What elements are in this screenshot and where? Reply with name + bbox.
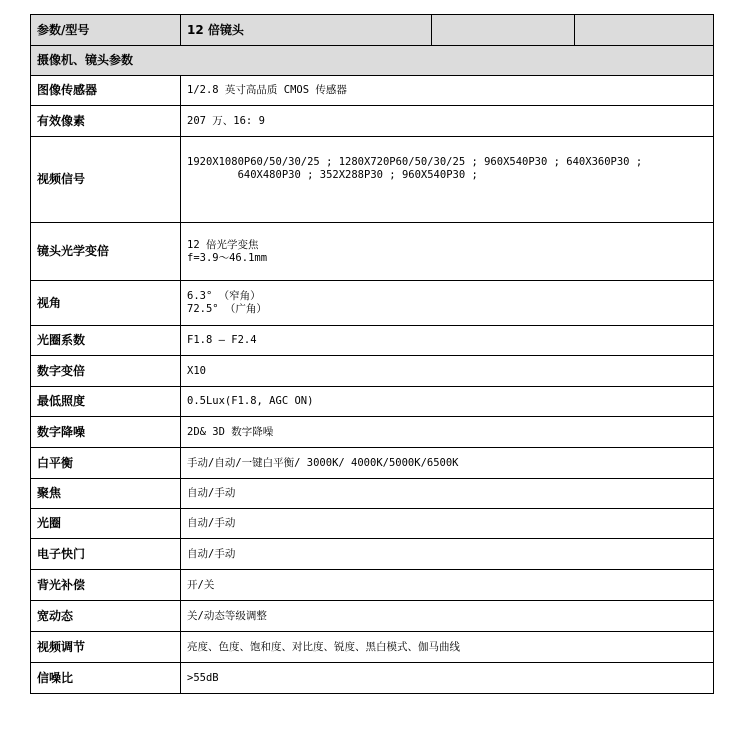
- table-row: [31, 632, 714, 663]
- param-name: 视频信号: [31, 137, 181, 223]
- table-row: [31, 570, 714, 601]
- table-row: [31, 509, 714, 539]
- param-value: 207 万、16: 9: [181, 106, 714, 137]
- header-extra-1: [432, 15, 575, 46]
- section-row: [31, 46, 714, 76]
- table-row: [31, 448, 714, 479]
- param-name: 视频调节: [31, 632, 181, 663]
- param-name: 视角: [31, 281, 181, 326]
- param-name: 图像传感器: [31, 76, 181, 106]
- param-value: 开/关: [181, 570, 714, 601]
- param-name: 聚焦: [31, 479, 181, 509]
- param-name: 光圈: [31, 509, 181, 539]
- param-name: 有效像素: [31, 106, 181, 137]
- param-value: 自动/手动: [181, 509, 714, 539]
- param-value: 1/2.8 英寸高品质 CMOS 传感器: [181, 76, 714, 106]
- table-row: [31, 356, 714, 387]
- table-row: [31, 479, 714, 509]
- param-name: 背光补偿: [31, 570, 181, 601]
- param-name: 数字变倍: [31, 356, 181, 387]
- param-name: 最低照度: [31, 387, 181, 417]
- table-row: [31, 326, 714, 356]
- header-model-label: 12 倍镜头: [181, 15, 432, 46]
- table-row: [31, 663, 714, 694]
- header-param-label: 参数/型号: [31, 15, 181, 46]
- table-row: [31, 387, 714, 417]
- param-value: 2D& 3D 数字降噪: [181, 417, 714, 448]
- param-name: 数字降噪: [31, 417, 181, 448]
- param-value: 6.3° （窄角） 72.5° （广角）: [181, 281, 714, 326]
- table-row: [31, 539, 714, 570]
- header-row: [31, 15, 714, 46]
- param-value: X10: [181, 356, 714, 387]
- param-name: 光圈系数: [31, 326, 181, 356]
- param-value: 0.5Lux(F1.8, AGC ON): [181, 387, 714, 417]
- param-value: 关/动态等级调整: [181, 601, 714, 632]
- header-extra-2: [575, 15, 714, 46]
- param-value: >55dB: [181, 663, 714, 694]
- param-value: 自动/手动: [181, 479, 714, 509]
- spec-table: [30, 14, 714, 694]
- param-value: 亮度、色度、饱和度、对比度、锐度、黑白模式、伽马曲线: [181, 632, 714, 663]
- table-row: [31, 106, 714, 137]
- param-value: F1.8 – F2.4: [181, 326, 714, 356]
- param-value: 12 倍光学变焦 f=3.9～46.1mm: [181, 223, 714, 281]
- table-row: [31, 223, 714, 281]
- param-name: 白平衡: [31, 448, 181, 479]
- table-row: [31, 417, 714, 448]
- param-name: 信噪比: [31, 663, 181, 694]
- param-value: 手动/自动/一键白平衡/ 3000K/ 4000K/5000K/6500K: [181, 448, 714, 479]
- table-row: [31, 281, 714, 326]
- table-row: [31, 137, 714, 223]
- param-value: 1920X1080P60/50/30/25 ; 1280X720P60/50/30/25 ; 960X540P30 ; 640X360P30 ; 640X480P30 ; 352X288P30 ; 960X540P30 ;: [181, 137, 714, 223]
- param-name: 宽动态: [31, 601, 181, 632]
- param-name: 电子快门: [31, 539, 181, 570]
- param-name: 镜头光学变倍: [31, 223, 181, 281]
- table-row: [31, 601, 714, 632]
- table-row: [31, 76, 714, 106]
- param-value: 自动/手动: [181, 539, 714, 570]
- section-title: 摄像机、镜头参数: [31, 46, 714, 76]
